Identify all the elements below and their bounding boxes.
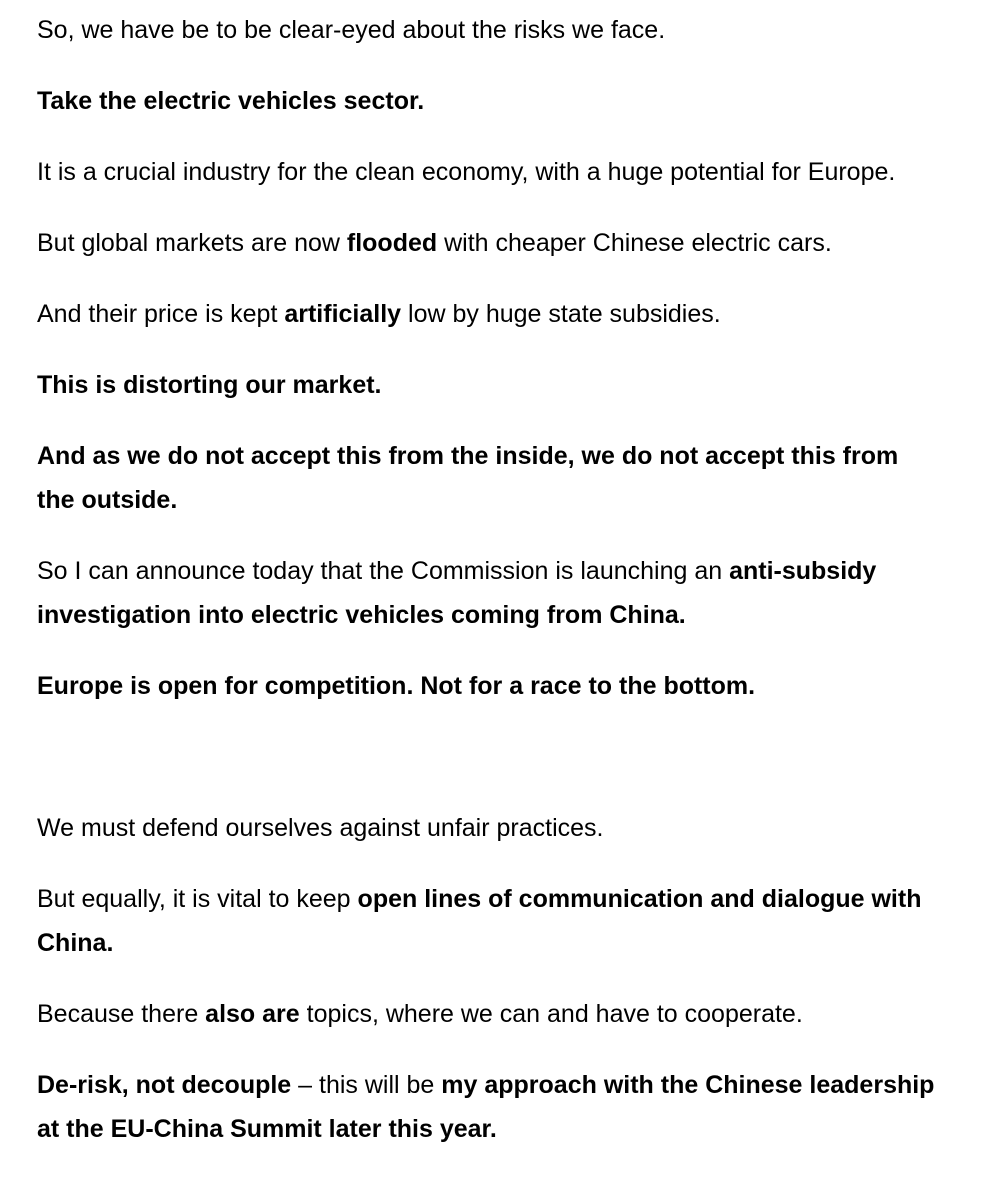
text-segment: topics, where we can and have to cooperate. <box>299 1000 803 1028</box>
bold-text-segment: flooded <box>346 229 438 257</box>
blank-spacer <box>37 735 937 806</box>
bold-text-segment: De-risk, not decouple <box>37 1071 292 1099</box>
bold-text-segment: And as we do not accept this from the inside, we do not accept this from the outside. <box>37 442 899 514</box>
paragraph <box>37 221 937 265</box>
paragraph <box>37 8 937 52</box>
bold-text-segment: open lines of communication and dialogue with China. <box>37 885 922 957</box>
paragraph <box>37 363 937 407</box>
bold-text-segment: also are <box>205 1000 300 1028</box>
text-segment: It is a crucial industry for the clean economy, with a huge potential for Europe. <box>37 158 896 186</box>
text-segment: So I can announce today that the Commission is launching an <box>37 557 730 585</box>
bold-text-segment: my approach with the Chinese leadership at the EU-China Summit later this year. <box>37 1071 935 1143</box>
bold-text-segment: This is distorting our market. <box>37 371 382 399</box>
text-segment: But equally, it is vital to keep <box>37 885 358 913</box>
text-segment: – this will be <box>291 1071 442 1099</box>
paragraph <box>37 549 937 637</box>
paragraph <box>37 79 937 123</box>
text-segment: Because there <box>37 1000 206 1028</box>
paragraph <box>37 992 937 1036</box>
bold-text-segment: artificially <box>284 300 402 328</box>
paragraph <box>37 806 937 850</box>
paragraph <box>37 434 937 522</box>
text-segment: So, we have be to be clear-eyed about the risks we face. <box>37 16 666 44</box>
text-segment: with cheaper Chinese electric cars. <box>437 229 832 257</box>
bold-text-segment: anti-subsidy investigation into electric vehicles coming from China. <box>37 557 877 629</box>
paragraph <box>37 292 937 336</box>
text-segment: low by huge state subsidies. <box>401 300 721 328</box>
paragraph <box>37 150 937 194</box>
paragraph <box>37 664 937 708</box>
paragraph <box>37 877 937 965</box>
bold-text-segment: Europe is open for competition. Not for a race to the bottom. <box>37 672 756 700</box>
paragraph <box>37 1063 937 1151</box>
text-segment: We must defend ourselves against unfair practices. <box>37 814 604 842</box>
text-segment: But global markets are now <box>37 229 347 257</box>
text-segment: And their price is kept <box>37 300 285 328</box>
document-body <box>37 8 937 1178</box>
bold-text-segment: Take the electric vehicles sector. <box>37 87 425 115</box>
